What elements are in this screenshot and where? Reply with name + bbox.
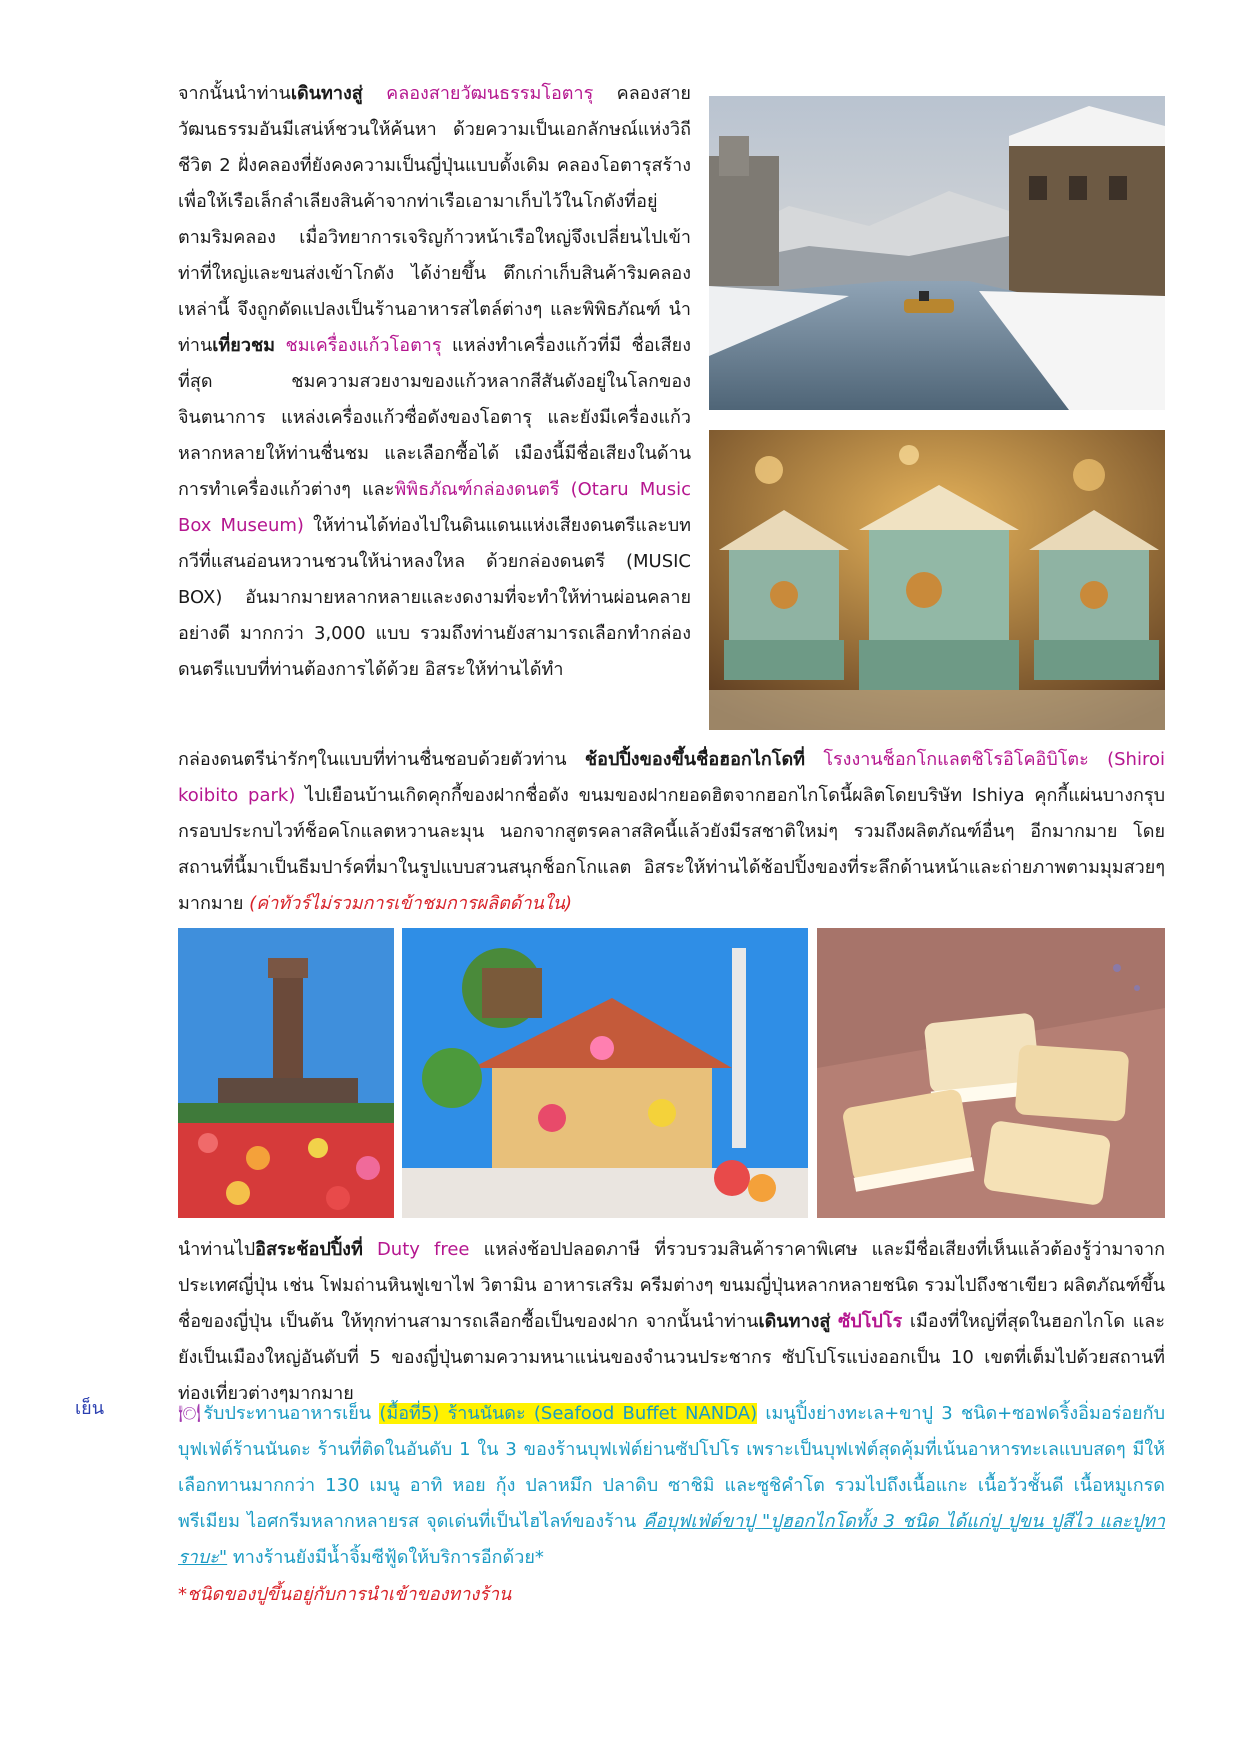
para3-bold-travel: เดินทางสู่ [758,1311,831,1332]
para1-space [363,83,386,104]
para1-body2: แหล่งทำเครื่องแก้วที่มี ชื่อเสียงที่สุด ชมความสวยงามของแก้วหลากสีสันดังอยู่ในโลกของจินตนาการ แหล่งเครื่องแก้วซื่อดังของโอตารุ และยังมีเครื่องแก้วหลากหลายให้ท่านชื่นชม และเลือกซื้อได้ เมืองนี้มีชื่อเสียงในด้านการทำเครื่องแก้วต่างๆ และ [178,335,691,500]
music-box-museum-link: พิพิธภัณฑ์กล่องดนตรี (Otaru Music Box Museum) [178,479,691,536]
para2-bold-shopping: ช้อปปิ้งของขึ้นชื่อฮอกไกโดที่ [584,749,805,770]
duty-free-link: Duty free [376,1239,470,1260]
para2-body: ไปเยือนบ้านเกิดคุกกี้ของฝากชื่อดัง ขนมของฝากยอดฮิตจากฮอกไกโดนี้ผลิตโดยบริษัท Ishiya คุกกี้แผ่นบางกรุบกรอบประกบไวท์ช็อคโกแลตหวานละมุน นอกจากสูตรคลาสสิคนี้แล้วยังมีรสชาติใหม่ๆ รวมถึงผลิตภัณฑ์อื่นๆ อีกมากมาย โดยสถานที่นี้มาเป็นธีมปาร์คที่มาในรูปแบบสวนสนุกช็อกโกแลต อิสระให้ท่านได้ช้อปปิ้งของที่ระลึกด้านหน้าและถ่ายภาพตามมุมสวยๆมากมาย [178,785,1166,914]
dinner-body: เมนูปิ้งย่างทะเล+ขาปู 3 ชนิด+ซอฟดริ้งอิ่มอร่อยกับบุฟเฟ่ต์ร้านนันดะ ร้านที่ติดในอันดับ 1 ใน 3 ของร้านบุฟเฟ่ต์ย่านซัปโปโร เพราะเป็นบุฟเฟ่ต์สุดคุ้มที่เน้นอาหารทะเลแบบสดๆ มีให้เลือกทานมากกว่า 130 เมนู อาทิ หอย กุ้ง ปลาหมึก ปลาดิบ ซาชิมิ และซูชิคำโต รวมไปถึงเนื้อแกะ เนื้อวัวชั้นดี เนื้อหมูเกรดพรีเมียม ไอศกรีมหลากหลายรส จุดเด่นที่เป็นไฮไลท์ของร้าน [178,1403,1166,1532]
para3-space2 [830,1311,838,1332]
para-otaru-canal [178,76,691,688]
para1-space2 [275,335,285,356]
cookie-photo [817,928,1165,1218]
crab-buffet-highlight: คือบุฟเฟ่ต์ขาปู "ปูฮอกไกโดทั้ง 3 ชนิด ได้แก่ปู ปูขน ปูสีไว และปูทาราบะ" [178,1511,1165,1568]
candy-house-photo [402,928,808,1218]
para3-space [363,1239,377,1260]
para-shiroi-koibito [178,742,1165,922]
para1-text: จากนั้นนำท่าน [178,83,291,104]
otaru-canal-photo [709,96,1165,410]
para2-space [805,749,823,770]
dinner-intro: รับประทานอาหารเย็น [203,1403,380,1424]
sapporo-link: ซัปโปโร [838,1311,903,1332]
para1-bold-visit: เที่ยวชม [212,335,276,356]
para3-body2: เมืองที่ใหญ่ที่สุดในฮอกไกโด และยังเป็นเมืองใหญ่อันดับที่ 5 ของญี่ปุ่นตามความหนาแน่นของจำนวนประชากร ซัปโปโรแบ่งออกเป็น 10 เขตที่เต็มไปด้วยสถานที่ท่องเที่ยวต่างๆมากมาย [178,1311,1165,1404]
otaru-canal-link: คลองสายวัฒนธรรมโอตารุ [386,83,594,104]
clock-tower-photo [178,928,394,1218]
dining-icon: 🍽 [178,1403,204,1424]
shiroi-koibito-link: โรงงานช็อกโกแลตชิโรอิโคอิบิโตะ (Shiroi koibito park) [178,749,1165,806]
crab-type-note: *ชนิดของปูขึ้นอยู่กับการนำเข้าของทางร้าน [178,1584,512,1605]
para3-bold-shopping: อิสระช้อปปิ้งที่ [255,1239,363,1260]
para1-bold-travel: เดินทางสู่ [290,83,363,104]
music-box-photo [709,430,1165,730]
para1-body3: ให้ท่านได้ท่องไปในดินแดนแห่งเสียงดนตรีและบทกวีที่แสนอ่อนหวานชวนให้น่าหลงใหล ด้วยกล่องดนตรี (MUSIC BOX) อันมากมายหลากหลายและงดงามที่จะทำให้ท่านผ่อนคลายอย่างดี มากกว่า 3,000 แบบ รวมถึงท่านยังสามารถเลือกทำกล่องดนตรีแบบที่ท่านต้องการได้ด้วย อิสระให้ท่านได้ทำ [178,515,691,680]
dinner-restaurant-highlight: (มื้อที่5) ร้านนันดะ (Seafood Buffet NANDA) [379,1403,758,1424]
otaru-glass-link: ชมเครื่องแก้วโอตารุ [285,335,442,356]
evening-label: เย็น [75,1398,105,1419]
para3-body: แหล่งช้อปปลอดภาษี ที่รวบรวมสินค้าราคาพิเศษ และมีชื่อเสียงที่เห็นแล้วต้องรู้ว่ามาจากประเทศญี่ปุ่น เช่น โฟมถ่านหินฟูเขาไฟ วิตามิน อาหารเสริม ครีมต่างๆ ขนมญี่ปุ่นหลากหลายชนิด รวมไปถึงชาเขียว ผลิตภัณฑ์ขึ้นชื่อของญี่ปุ่น เป็นต้น ให้ทุกท่านสามารถเลือกซื้อเป็นของฝาก จากนั้นนำท่าน [178,1239,1165,1332]
para-duty-free [178,1232,1165,1412]
dinner-body2: ทางร้านยังมีน้ำจิ้มซีฟู้ดให้บริการอีกด้วย* [227,1547,544,1568]
para-dinner [178,1396,1165,1576]
para1-body: คลองสายวัฒนธรรมอันมีเสน่ห์ชวนให้ค้นหา ด้วยความเป็นเอกลักษณ์แห่งวิถีชีวิต 2 ฝั่งคลองที่ยังคงความเป็นญี่ปุ่นแบบดั้งเดิม คลองโอตารุสร้างเพื่อให้เรือเล็กลำเลียงสินค้าจากท่าเรือเอามาเก็บไว้ในโกดังที่อยู่ตามริมคลอง เมื่อวิทยาการเจริญก้าวหน้าเรือใหญ่จึงเปลี่ยนไปเข้าท่าที่ใหญ่และขนส่งเข้าโกดัง ได้ง่ายขึ้น ตึกเก่าเก็บสินค้าริมคลองเหล่านี้ จึงถูกดัดแปลงเป็นร้านอาหารสไตล์ต่างๆ และพิพิธภัณฑ์ นำท่าน [178,83,691,356]
tour-price-note: (ค่าทัวร์ไม่รวมการเข้าชมการผลิตด้านใน) [249,893,572,914]
para3-text: นำท่านไป [178,1239,256,1260]
para2-text: กล่องดนตรีน่ารักๆในแบบที่ท่านชื่นชอบด้วยตัวท่าน [178,749,585,770]
